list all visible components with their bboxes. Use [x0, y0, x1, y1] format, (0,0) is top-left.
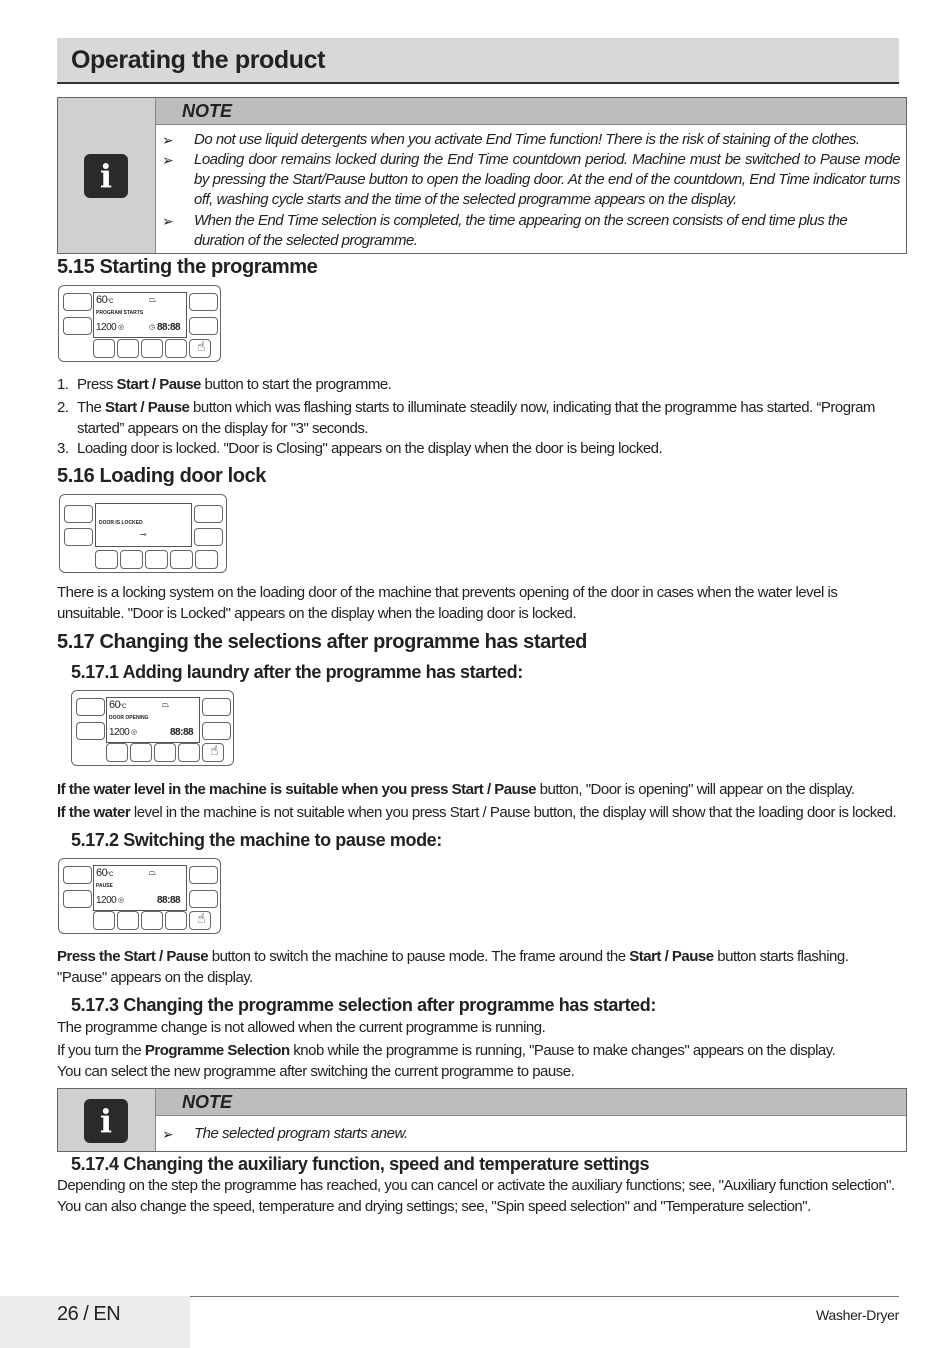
control-panel-illustration	[59, 494, 227, 573]
numbered-step: 3. Loading door is locked. "Door is Closing" appears on the display when the door is being locked.	[57, 440, 663, 457]
panel-button	[165, 339, 187, 358]
time-value: 88:88	[157, 322, 181, 333]
drum-icon: ⏢	[162, 699, 170, 709]
temperature-unit: °C	[107, 872, 113, 878]
spin-icon: ◎	[118, 324, 125, 331]
paragraph: You can select the new programme after switching the current programme to pause.	[57, 1063, 575, 1080]
panel-button	[178, 743, 200, 762]
panel-button	[154, 743, 176, 762]
spin-icon: ◎	[131, 729, 138, 736]
note-title: NOTE	[156, 1089, 906, 1116]
pointing-hand-icon: ☝	[197, 338, 206, 354]
panel-button	[165, 911, 187, 930]
panel-button	[189, 890, 218, 908]
panel-button	[63, 866, 92, 884]
footer-divider	[190, 1296, 899, 1297]
drum-icon: ⏢	[149, 294, 157, 304]
panel-button	[64, 505, 93, 523]
panel-button	[106, 743, 128, 762]
panel-button	[93, 339, 115, 358]
panel-button	[64, 528, 93, 546]
panel-display	[95, 503, 192, 547]
arrow-bullet-icon: ➢	[162, 1126, 174, 1142]
subsection-title: 5.17.4 Changing the auxiliary function, speed and temperature settings	[71, 1154, 650, 1174]
paragraph: Depending on the step the programme has reached, you can cancel or activate the auxiliary functions; see, "Auxiliary function selection".	[57, 1177, 895, 1194]
subsection-title: 5.17.3 Changing the programme selection after programme has started:	[71, 995, 656, 1015]
panel-button	[63, 317, 92, 335]
paragraph: If the water level in the machine is suitable when you press Start / Pause button, "Door is opening" will appear on the display.	[57, 781, 855, 798]
panel-button	[63, 890, 92, 908]
spin-icon: ◎	[118, 897, 125, 904]
drum-icon: ⏢	[149, 867, 157, 877]
note-item: ➢ When the End Time selection is completed, the time appearing on the screen consists of end time plus the duration of the selected programme.	[162, 212, 848, 249]
control-panel-illustration	[71, 690, 234, 766]
numbered-step: 1. Press Start / Pause button to start the programme.	[57, 376, 392, 393]
display-status: PAUSE	[96, 883, 113, 889]
control-panel-illustration	[58, 858, 221, 934]
paragraph: If the water level in the machine is not suitable when you press Start / Pause button, the display will show that the loading door is locked.	[57, 804, 897, 821]
panel-button	[120, 550, 143, 569]
arrow-bullet-icon: ➢	[162, 152, 174, 168]
panel-button	[202, 698, 231, 716]
note-item: ➢ Do not use liquid detergents when you activate End Time function! There is the risk of staining of the clothes.	[162, 131, 860, 148]
footer-product-name: Washer-Dryer	[816, 1307, 899, 1323]
panel-button	[117, 339, 139, 358]
spin-speed-value: 1200	[109, 727, 130, 738]
section-title: 5.15 Starting the programme	[57, 256, 318, 278]
panel-button	[141, 911, 163, 930]
panel-button	[76, 722, 105, 740]
paragraph: There is a locking system on the loading door of the machine that prevents opening of the door in cases when the water level is unsuitable. "Door is Locked" appears on the display when the loading door is locked.	[57, 584, 838, 622]
paragraph: Press the Start / Pause button to switch the machine to pause mode. The frame around the Start / Pause button starts flashing. "Pause" appears on the display.	[57, 948, 849, 986]
spin-speed-value: 1200	[96, 322, 117, 333]
pointing-hand-icon: ☝	[210, 742, 219, 758]
panel-button	[117, 911, 139, 930]
note-box	[57, 97, 907, 254]
note-icon-panel	[58, 1089, 156, 1151]
paragraph: If you turn the Programme Selection knob while the programme is running, "Pause to make changes" appears on the display.	[57, 1042, 836, 1059]
note-box	[57, 1088, 907, 1152]
note-item: ➢ The selected program starts anew.	[162, 1125, 408, 1142]
pointing-hand-icon: ☝	[197, 910, 206, 926]
panel-button	[130, 743, 152, 762]
panel-button	[189, 866, 218, 884]
info-icon: i	[84, 1099, 128, 1143]
note-item: ➢ Loading door remains locked during the End Time countdown period. Machine must be switched to Pause mode by pressing the Start/Pause button to open the loading door. At the end of the countdown, End Time indicator turns off, washing cycle starts and the time of the selected programme appears on the display.	[162, 151, 900, 208]
paragraph: You can also change the speed, temperature and drying settings; see, "Spin speed selection" and "Temperature selection".	[57, 1198, 811, 1215]
panel-display	[93, 865, 187, 911]
section-title: 5.17 Changing the selections after programme has started	[57, 631, 587, 653]
temperature-value: 60	[109, 699, 121, 711]
panel-button	[145, 550, 168, 569]
section-title: 5.16 Loading door lock	[57, 465, 267, 487]
page-number: 26 / EN	[57, 1303, 121, 1325]
panel-button	[194, 528, 223, 546]
spin-speed-value: 1200	[96, 895, 117, 906]
temperature-value: 60	[96, 867, 108, 879]
paragraph: The programme change is not allowed when the current programme is running.	[57, 1019, 546, 1036]
clock-icon: ◷	[149, 324, 156, 331]
panel-button	[189, 317, 218, 335]
arrow-bullet-icon: ➢	[162, 132, 174, 148]
temperature-unit: °C	[120, 704, 126, 710]
control-panel-illustration	[58, 285, 221, 362]
temperature-unit: °C	[107, 299, 113, 305]
time-value: 88:88	[157, 895, 181, 906]
panel-button	[95, 550, 118, 569]
temperature-value: 60	[96, 294, 108, 306]
info-icon: i	[84, 154, 128, 198]
note-title: NOTE	[156, 98, 906, 125]
panel-button	[141, 339, 163, 358]
panel-button	[189, 293, 218, 311]
panel-button	[76, 698, 105, 716]
display-status: DOOR IS LOCKED	[99, 520, 143, 526]
time-value: 88:88	[170, 727, 194, 738]
panel-button	[194, 505, 223, 523]
key-lock-icon: ⊸	[140, 530, 147, 539]
numbered-step: 2. The Start / Pause button which was flashing starts to illuminate steadily now, indicating that the programme has started. “Program started” appears on the display for "3" seconds.	[57, 399, 875, 437]
panel-button	[202, 722, 231, 740]
panel-button	[170, 550, 193, 569]
subsection-title: 5.17.2 Switching the machine to pause mode:	[71, 830, 442, 850]
panel-display	[106, 697, 200, 743]
panel-button	[195, 550, 218, 569]
display-status: DOOR OPENING	[109, 715, 149, 721]
panel-display	[93, 292, 187, 338]
panel-button	[63, 293, 92, 311]
arrow-bullet-icon: ➢	[162, 213, 174, 229]
note-icon-panel	[58, 98, 156, 253]
display-status: PROGRAM STARTS	[96, 310, 144, 316]
page-title: Operating the product	[71, 46, 326, 74]
panel-button	[93, 911, 115, 930]
subsection-title: 5.17.1 Adding laundry after the programme has started:	[71, 662, 523, 682]
